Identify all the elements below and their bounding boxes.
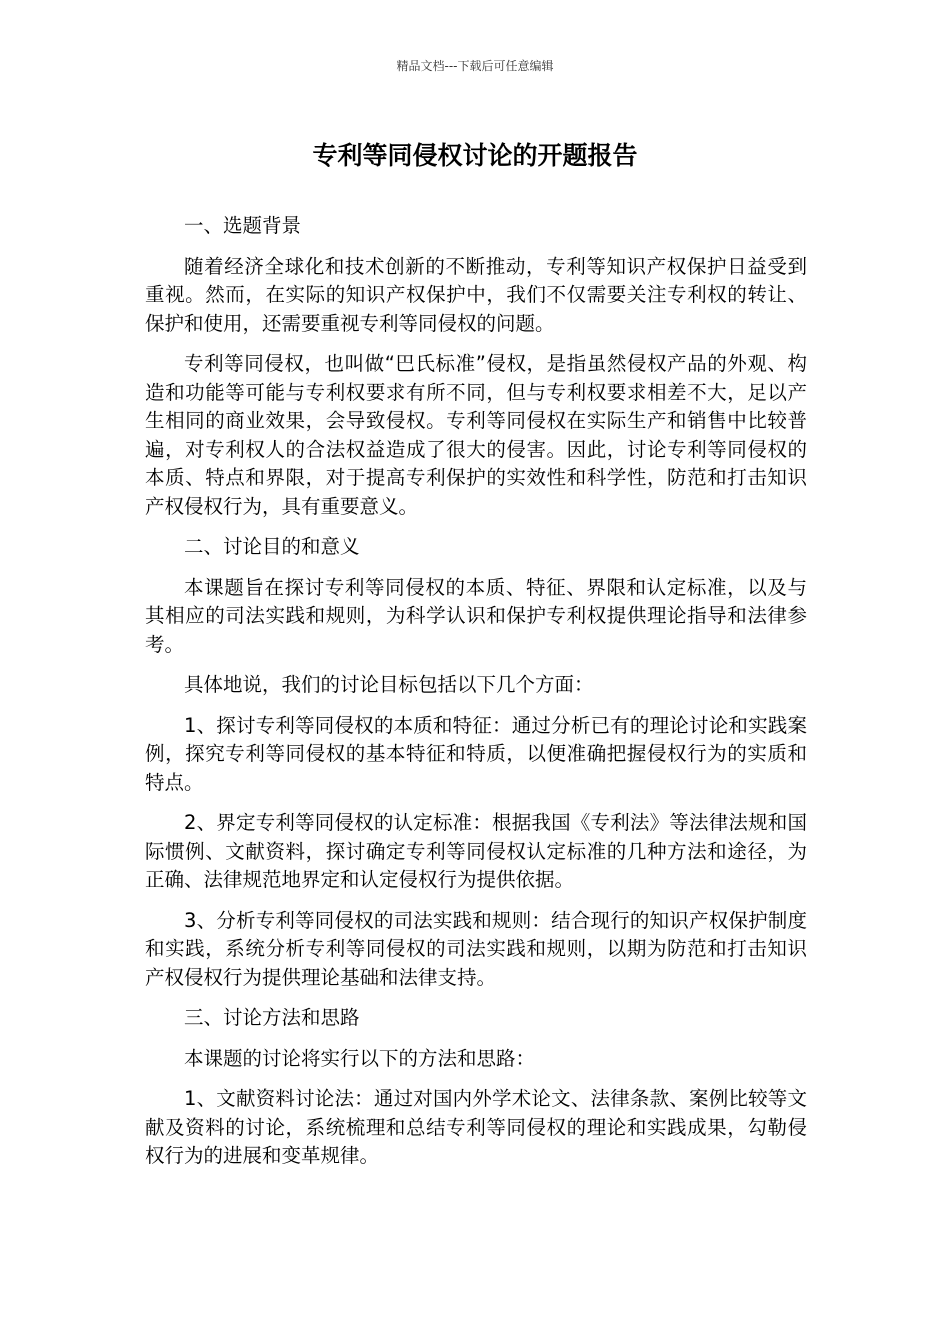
paragraph: 具体地说，我们的讨论目标包括以下几个方面： xyxy=(184,673,594,696)
section-heading-purpose: 二、讨论目的和意义 xyxy=(184,535,360,558)
paragraph: 随着经济全球化和技术创新的不断推动，专利等知识产权保护日益受到重视。然而，在实际的知识产权保护中，我们不仅需要关注专利权的转让、保护和使用，还需要重视专利等同侵权的问题。 xyxy=(145,254,807,335)
list-item: 3、分析专利等同侵权的司法实践和规则：结合现行的知识产权保护制度和实践，系统分析专利等同侵权的司法实践和规则，以期为防范和打击知识产权侵权行为提供理论基础和法律支持。 xyxy=(145,908,807,989)
page-header-note: 精品文档---下载后可任意编辑 xyxy=(396,59,554,73)
section-heading-methods: 三、讨论方法和思路 xyxy=(184,1006,360,1029)
paragraph: 本课题的讨论将实行以下的方法和思路： xyxy=(184,1046,536,1070)
document-title: 专利等同侵权讨论的开题报告 xyxy=(312,141,638,170)
paragraph: 本课题旨在探讨专利等同侵权的本质、特征、界限和认定标准，以及与其相应的司法实践和规则，为科学认识和保护专利权提供理论指导和法律参考。 xyxy=(145,575,807,656)
list-item: 1、探讨专利等同侵权的本质和特征：通过分析已有的理论讨论和实践案例，探究专利等同侵权的基本特征和特质，以便准确把握侵权行为的实质和特点。 xyxy=(145,713,807,794)
paragraph: 专利等同侵权，也叫做“巴氏标准”侵权，是指虽然侵权产品的外观、构造和功能等可能与专利权要求有所不同，但与专利权要求相差不大，足以产生相同的商业效果，会导致侵权。专利等同侵权在实际生产和销售中比较普遍，对专利权人的合法权益造成了很大的侵害。因此，讨论专利等同侵权的本质、特点和界限，对于提高专利保护的实效性和科学性，防范和打击知识产权侵权行为，具有重要意义。 xyxy=(145,352,807,518)
section-heading-background: 一、选题背景 xyxy=(184,214,302,237)
document-body xyxy=(145,212,807,1183)
list-item: 2、界定专利等同侵权的认定标准：根据我国《专利法》等法律法规和国际惯例、文献资料，探讨确定专利等同侵权认定标准的几种方法和途径，为正确、法律规范地界定和认定侵权行为提供依据。 xyxy=(145,811,807,891)
list-item: 1、文献资料讨论法：通过对国内外学术论文、法律条款、案例比较等文献及资料的讨论，系统梳理和总结专利等同侵权的理论和实践成果，勾勒侵权行为的进展和变革规律。 xyxy=(145,1087,807,1167)
